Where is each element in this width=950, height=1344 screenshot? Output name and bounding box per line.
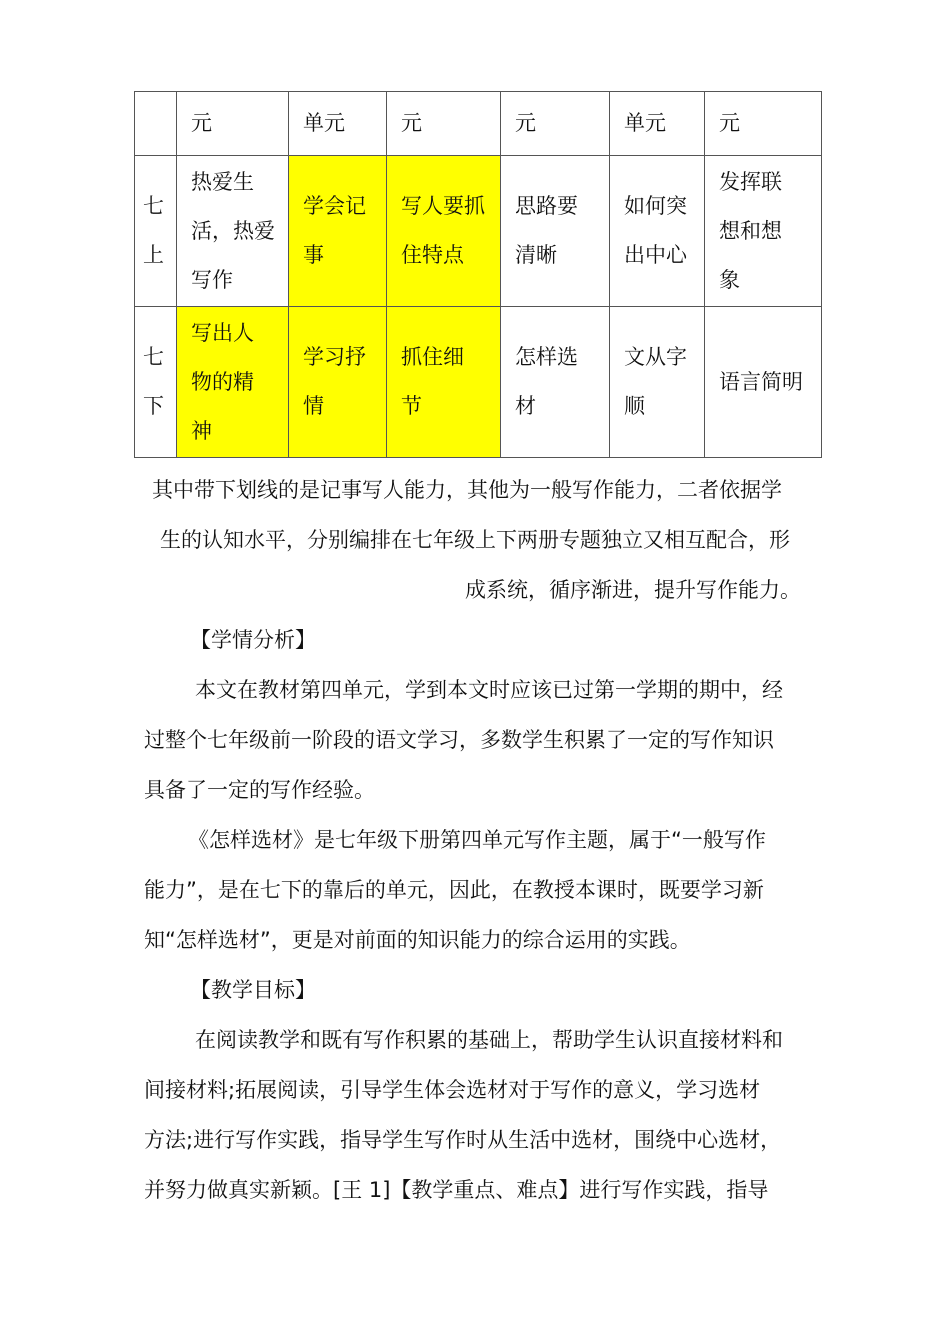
note-line: 成系统，循序渐进，提升写作能力。 bbox=[465, 578, 801, 602]
table-header-cell: 元 bbox=[705, 92, 822, 156]
table-header-cell bbox=[135, 92, 177, 156]
table-cell: 文从字 顺 bbox=[610, 307, 705, 458]
paragraph-line: 间接材料;拓展阅读，引导学生体会选材对于写作的意义，学习选材 bbox=[144, 1078, 761, 1102]
writing-units-table bbox=[134, 91, 822, 458]
section-heading-analysis: 【学情分析】 bbox=[190, 628, 316, 652]
paragraph-line: 过整个七年级前一阶段的语文学习，多数学生积累了一定的写作知识 bbox=[144, 728, 774, 752]
note-line: 其中带下划线的是记事写人能力，其他为一般写作能力，二者依据学 bbox=[152, 478, 782, 502]
note-line: 生的认知水平，分别编排在七年级上下两册专题独立又相互配合，形 bbox=[160, 528, 790, 552]
paragraph-line: 并努力做真实新颖。[王 1]【教学重点、难点】进行写作实践，指导 bbox=[144, 1178, 769, 1202]
paragraph-line: 本文在教材第四单元，学到本文时应该已过第一学期的期中，经 bbox=[195, 678, 783, 702]
table-cell-highlighted: 学会记 事 bbox=[289, 156, 387, 307]
paragraph-line: 能力”，是在七下的靠后的单元，因此，在教授本课时，既要学习新 bbox=[144, 878, 764, 902]
table-header-cell: 元 bbox=[387, 92, 501, 156]
table-cell: 如何突 出中心 bbox=[610, 156, 705, 307]
paragraph-line: 《怎样选材》是七年级下册第四单元写作主题，属于“一般写作 bbox=[188, 828, 766, 852]
table-cell: 发挥联 想和想 象 bbox=[705, 156, 822, 307]
table-header-cell: 元 bbox=[177, 92, 289, 156]
table-cell: 思路要 清晰 bbox=[501, 156, 610, 307]
paragraph-line: 知“怎样选材”，更是对前面的知识能力的综合运用的实践。 bbox=[144, 928, 691, 952]
table-header-cell: 单元 bbox=[289, 92, 387, 156]
table-cell: 怎样选 材 bbox=[501, 307, 610, 458]
paragraph-line: 方法;进行写作实践，指导学生写作时从生活中选材，围绕中心选材， bbox=[144, 1128, 782, 1152]
table-cell-highlighted: 写出人 物的精 神 bbox=[177, 307, 289, 458]
table-cell-highlighted: 抓住细 节 bbox=[387, 307, 501, 458]
table-header-cell: 单元 bbox=[610, 92, 705, 156]
paragraph-line: 具备了一定的写作经验。 bbox=[144, 778, 375, 802]
table-header-row bbox=[135, 92, 822, 156]
paragraph-line: 在阅读教学和既有写作积累的基础上，帮助学生认识直接材料和 bbox=[195, 1028, 783, 1052]
table-row-grade7-lower bbox=[135, 307, 822, 458]
table-cell: 语言简明 bbox=[705, 307, 822, 458]
table-cell: 热爱生 活，热爱 写作 bbox=[177, 156, 289, 307]
table-cell-highlighted: 写人要抓 住特点 bbox=[387, 156, 501, 307]
section-heading-goals: 【教学目标】 bbox=[190, 978, 316, 1002]
table-cell-highlighted: 学习抒 情 bbox=[289, 307, 387, 458]
table-row-grade7-upper bbox=[135, 156, 822, 307]
table-header-cell: 元 bbox=[501, 92, 610, 156]
grade-cell: 七上 bbox=[135, 156, 177, 307]
grade-cell: 七下 bbox=[135, 307, 177, 458]
